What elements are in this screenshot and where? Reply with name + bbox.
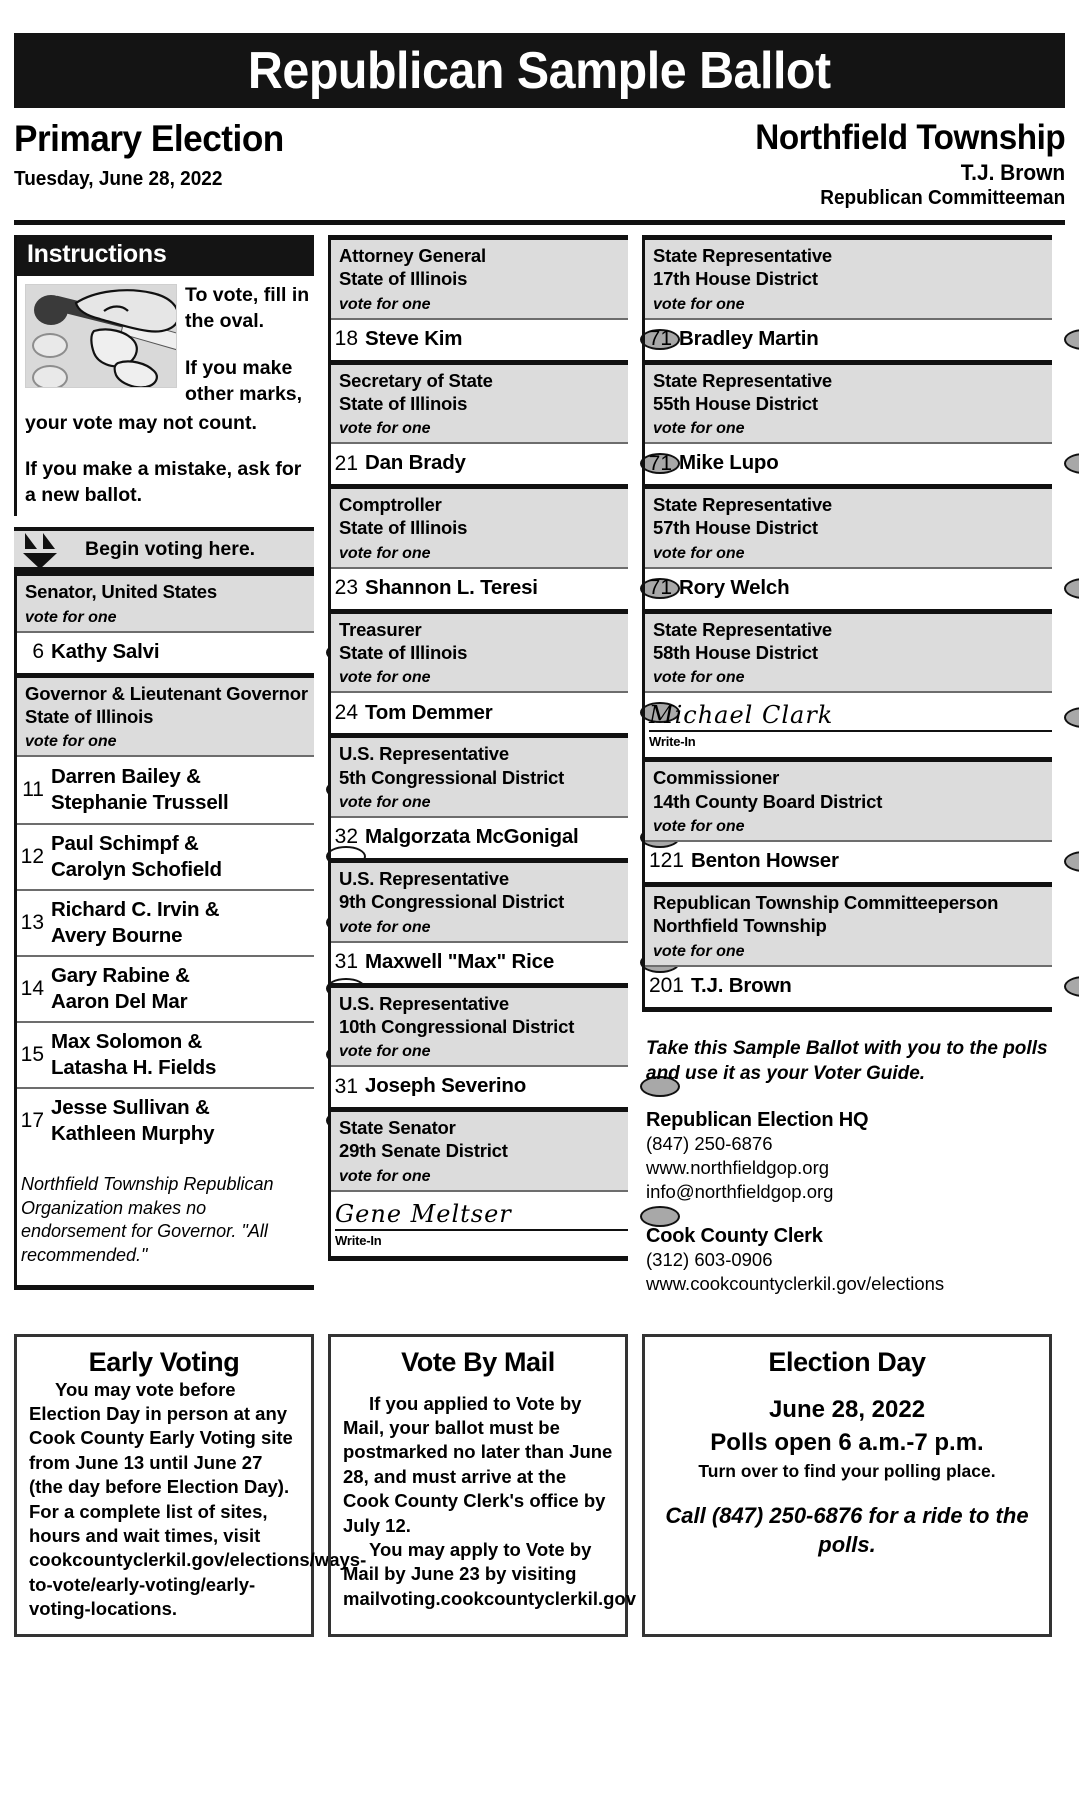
contest-block — [14, 571, 314, 672]
vote-oval[interactable] — [1064, 329, 1079, 350]
ballot-column-2 — [328, 235, 628, 1261]
contest-district: State of Illinois — [339, 392, 468, 414]
write-in-label: Write-In — [335, 1232, 382, 1248]
candidate-number: 201 — [648, 974, 684, 998]
candidate-number: 31 — [334, 1074, 358, 1098]
contest-office: State Representative — [653, 245, 833, 266]
contest-block — [328, 360, 628, 485]
candidate-row[interactable] — [17, 889, 314, 955]
election-day-ride: Call (847) 250-6876 for a ride to the polls. — [665, 1502, 1029, 1557]
candidate-list — [331, 941, 628, 983]
contest-district: State of Illinois — [339, 517, 468, 539]
committeeman-title: Republican Committeeman — [820, 187, 1065, 209]
contest-header — [645, 365, 1052, 443]
contest-district: State of Illinois — [339, 268, 468, 290]
contest-district: 10th Congressional District — [339, 1015, 575, 1037]
contest-district: 58th House District — [653, 642, 818, 664]
candidate-row[interactable] — [645, 320, 1052, 360]
committeeman-name: T.J. Brown — [960, 160, 1065, 185]
candidate-number: 21 — [334, 451, 358, 475]
candidate-list — [645, 318, 1052, 360]
vote-for-instruction: vote for one — [339, 420, 431, 438]
vote-for-instruction: vote for one — [25, 733, 117, 751]
bottom-info-boxes — [14, 1334, 1065, 1637]
vote-by-mail-title: Vote By Mail — [401, 1346, 555, 1377]
contest-office: U.S. Representative — [339, 992, 509, 1014]
contest-office: Secretary of State — [339, 369, 493, 391]
candidate-name: Paul Schimpf & Carolyn Schofield — [51, 831, 222, 881]
candidate-name: Maxwell "Max" Rice — [365, 949, 555, 973]
contest-block — [328, 733, 628, 858]
vote-for-instruction: vote for one — [653, 295, 745, 313]
vote-for-instruction: vote for one — [339, 918, 431, 936]
header-divider — [14, 220, 1065, 225]
candidate-row[interactable] — [17, 633, 314, 673]
candidate-row[interactable] — [17, 823, 314, 889]
contest-header — [331, 365, 628, 443]
candidate-row[interactable] — [331, 693, 628, 733]
election-day-date: June 28, 2022 — [768, 1395, 926, 1423]
candidate-name: Jesse Sullivan & Kathleen Murphy — [51, 1095, 215, 1145]
candidate-list — [331, 318, 628, 360]
candidate-number: 121 — [648, 849, 684, 873]
ballot-column-1 — [14, 235, 314, 1290]
contest-district: 29th Senate District — [339, 1140, 508, 1162]
candidate-name: Shannon L. Teresi — [365, 575, 538, 599]
contest-header — [645, 489, 1052, 567]
column-3-contest-list — [642, 235, 1052, 1012]
cook-county-clerk-block — [642, 1225, 1052, 1295]
contest-header — [331, 988, 628, 1066]
election-date: Tuesday, June 28, 2022 — [14, 168, 223, 190]
contest-office: Commissioner — [653, 767, 780, 789]
candidate-list — [645, 840, 1052, 882]
hq-email[interactable]: info@northfieldgop.org — [646, 1180, 834, 1202]
candidate-list — [17, 631, 314, 673]
candidate-number: 18 — [334, 327, 358, 351]
contest-district: 17th House District — [653, 268, 818, 290]
contest-district: State of Illinois — [25, 706, 154, 728]
contest-office: Comptroller — [339, 494, 442, 516]
candidate-list — [331, 691, 628, 733]
candidate-number: 71 — [648, 576, 672, 600]
candidate-list — [17, 755, 314, 1153]
column-1-contest-list — [14, 571, 314, 1289]
candidate-row[interactable] — [17, 757, 314, 823]
candidate-number: 6 — [32, 640, 44, 664]
contest-block — [328, 235, 628, 360]
candidate-number: 14 — [20, 976, 44, 1000]
candidate-name: Gary Rabine & Aaron Del Mar — [51, 963, 190, 1013]
ballot-column-3 — [642, 235, 1052, 1296]
contest-block — [642, 484, 1052, 609]
contest-office: Senator, United States — [25, 581, 217, 603]
take-note-post: with you to the polls and use it as your Voter Guide. — [646, 1037, 1048, 1085]
instructions-text-3: your vote may not count. — [25, 411, 257, 434]
vote-oval[interactable] — [1064, 851, 1079, 872]
write-in-name: Gene Meltser — [335, 1200, 628, 1231]
clerk-phone[interactable]: (312) 603-0906 — [646, 1249, 773, 1271]
contest-header — [17, 678, 314, 756]
contest-office: U.S. Representative — [339, 743, 509, 765]
election-day-turn-over: Turn over to find your polling place. — [698, 1460, 996, 1481]
write-in-field[interactable] — [645, 697, 1052, 752]
clerk-website[interactable]: www.cookcountyclerkil.gov/elections — [646, 1272, 945, 1294]
vote-for-instruction: vote for one — [339, 544, 431, 562]
election-day-box — [642, 1334, 1052, 1637]
contest-office: Republican Township Committeeperson — [653, 891, 999, 913]
contest-header — [645, 762, 1052, 840]
instructions-text-2: If you make other marks, — [185, 356, 303, 405]
banner-title: Republican Sample Ballot — [248, 41, 831, 100]
candidate-list — [331, 442, 628, 484]
contest-block — [328, 983, 628, 1108]
begin-voting-banner — [14, 527, 314, 571]
candidate-list — [645, 442, 1052, 484]
candidate-number: 23 — [334, 576, 358, 600]
vote-oval[interactable] — [1064, 976, 1079, 997]
down-arrow-icon — [17, 527, 63, 571]
contest-block — [642, 609, 1052, 758]
candidate-row[interactable] — [645, 842, 1052, 882]
candidate-name: Mike Lupo — [679, 451, 779, 475]
election-day-polls: Polls open 6 a.m.-7 p.m. — [710, 1428, 984, 1456]
candidate-row[interactable] — [331, 320, 628, 360]
contest-block — [642, 360, 1052, 485]
take-ballot-note — [642, 1036, 1052, 1088]
contest-office: Governor & Lieutenant Governor — [25, 682, 308, 704]
write-in-row[interactable] — [331, 1192, 628, 1256]
instructions-text-1: To vote, fill in the oval. — [185, 284, 310, 332]
contest-district: Northfield Township — [653, 915, 827, 937]
republican-hq-block — [642, 1109, 1052, 1203]
write-in-row[interactable] — [645, 693, 1052, 757]
contest-office: U.S. Representative — [339, 867, 509, 889]
ballot-columns — [14, 235, 1065, 1296]
vote-by-mail-body-2: You may apply to Vote by Mail by June 23 by visiting mailvoting.cookcountyclerkil.gov — [343, 1539, 636, 1609]
candidate-number: 31 — [334, 950, 358, 974]
column-2-contest-list — [328, 235, 628, 1261]
vote-for-instruction: vote for one — [653, 942, 745, 960]
contest-office: State Representative — [653, 494, 833, 516]
take-note-pre: Take this — [646, 1037, 733, 1059]
candidate-row[interactable] — [645, 569, 1052, 609]
contest-district: 14th County Board District — [653, 790, 883, 812]
vote-for-instruction: vote for one — [339, 1043, 431, 1061]
contest-header — [645, 887, 1052, 965]
instructions-text-4: If you make a mistake, ask for a new ballot. — [25, 457, 302, 506]
instructions-heading: Instructions — [17, 235, 314, 276]
begin-voting-label: Begin voting here. — [85, 537, 256, 560]
contest-header — [331, 240, 628, 318]
write-in-name: Michael Clark — [649, 701, 1052, 732]
contest-district: 57th House District — [653, 517, 818, 539]
candidate-row[interactable] — [331, 569, 628, 609]
vote-oval[interactable] — [1064, 578, 1079, 599]
clerk-title: Cook County Clerk — [646, 1225, 823, 1248]
hq-website[interactable]: www.northfieldgop.org — [646, 1156, 830, 1178]
candidate-list — [645, 965, 1052, 1007]
vote-for-instruction: vote for one — [653, 420, 745, 438]
candidate-name: Bradley Martin — [679, 326, 819, 350]
sample-ballot-page — [0, 33, 1079, 1811]
header-right — [739, 118, 1065, 210]
vote-for-instruction: vote for one — [339, 669, 431, 687]
candidate-number: 17 — [20, 1108, 44, 1132]
election-day-title: Election Day — [768, 1346, 926, 1377]
vote-oval[interactable] — [1064, 453, 1079, 474]
hq-phone[interactable]: (847) 250-6876 — [646, 1133, 773, 1155]
contest-block — [642, 757, 1052, 882]
write-in-label: Write-In — [649, 734, 696, 750]
contest-block — [328, 858, 628, 983]
contest-office: State Representative — [653, 618, 833, 640]
candidate-name: Dan Brady — [365, 451, 466, 475]
candidate-list — [331, 567, 628, 609]
contest-district: 5th Congressional District — [339, 766, 565, 788]
vote-for-instruction: vote for one — [339, 793, 431, 811]
contest-header — [331, 1112, 628, 1190]
vote-for-instruction: vote for one — [653, 817, 745, 835]
take-note-bold: Sample Ballot — [732, 1037, 859, 1059]
contest-office: State Representative — [653, 369, 833, 391]
township-name: Northfield Township — [755, 118, 1065, 157]
instructions-panel — [14, 235, 314, 516]
contest-district: State of Illinois — [339, 642, 468, 664]
early-voting-box — [14, 1334, 367, 1637]
vote-for-instruction: vote for one — [339, 295, 431, 313]
candidate-name: Steve Kim — [365, 326, 463, 350]
header-left — [14, 118, 298, 191]
candidate-list — [331, 1065, 628, 1107]
candidate-list — [645, 691, 1052, 757]
hand-filling-oval-icon — [25, 284, 177, 388]
contest-header — [645, 614, 1052, 692]
candidate-name: Malgorzata McGonigal — [365, 825, 579, 849]
contest-district: 55th House District — [653, 392, 818, 414]
contest-header — [331, 614, 628, 692]
candidate-list — [331, 816, 628, 858]
candidate-number: 13 — [20, 910, 44, 934]
candidate-row[interactable] — [645, 967, 1052, 1007]
contest-block — [642, 882, 1052, 1012]
candidate-row[interactable] — [17, 1087, 314, 1153]
early-voting-title: Early Voting — [88, 1346, 240, 1377]
contest-block — [328, 484, 628, 609]
candidate-row[interactable] — [17, 1021, 314, 1087]
election-type: Primary Election — [14, 118, 284, 159]
vote-by-mail-body-1: If you applied to Vote by Mail, your ballot must be postmarked no later than June 28, and must arrive at the Cook County Clerk's office by July 12. — [343, 1392, 613, 1536]
endorsement-note: Northfield Township Republican Organization makes no endorsement for Governor. "All recommended." — [21, 1174, 274, 1265]
vote-by-mail-box — [328, 1334, 636, 1637]
candidate-name: Rory Welch — [679, 575, 790, 599]
candidate-name: Benton Howser — [691, 849, 839, 873]
contest-block — [328, 1107, 628, 1261]
vote-for-instruction: vote for one — [339, 1167, 431, 1185]
banner-title-bar — [14, 33, 1065, 108]
contest-office: State Senator — [339, 1117, 456, 1139]
candidate-name: Joseph Severino — [365, 1074, 527, 1098]
candidate-number: 24 — [334, 700, 358, 724]
candidate-row[interactable] — [331, 818, 628, 858]
candidate-list — [645, 567, 1052, 609]
candidate-name: Tom Demmer — [365, 700, 493, 724]
contest-block — [642, 235, 1052, 360]
candidate-row[interactable] — [331, 1067, 628, 1107]
vote-for-instruction: vote for one — [653, 669, 745, 687]
candidate-name: Richard C. Irvin & Avery Bourne — [51, 897, 220, 947]
vote-for-instruction: vote for one — [653, 544, 745, 562]
candidate-name: Max Solomon & Latasha H. Fields — [51, 1029, 217, 1079]
contest-header — [331, 863, 628, 941]
candidate-number: 12 — [20, 844, 44, 868]
candidate-name: Kathy Salvi — [51, 639, 160, 663]
contest-block — [328, 609, 628, 734]
hq-title: Republican Election HQ — [646, 1109, 869, 1132]
contest-district: 9th Congressional District — [339, 891, 565, 913]
header-row — [14, 118, 1065, 210]
candidate-row[interactable] — [17, 955, 314, 1021]
contest-block — [14, 673, 314, 1290]
early-voting-body: You may vote before Election Day in person at any Cook County Early Voting site from June 13 until June 27 (the day before Election Day). For a complete list of sites, hours and wait times, visit cookcountyclerkil.gov/elections/ways-to-vote/early-voting/early-voting-locations. — [29, 1378, 367, 1620]
candidate-number: 32 — [334, 825, 358, 849]
contest-header — [645, 240, 1052, 318]
candidate-list — [331, 1190, 628, 1256]
write-in-field[interactable] — [331, 1196, 628, 1251]
candidate-row[interactable] — [331, 444, 628, 484]
candidate-number: 15 — [20, 1042, 44, 1066]
vote-oval[interactable] — [1064, 707, 1079, 728]
contest-header — [331, 489, 628, 567]
candidate-number: 11 — [22, 777, 44, 801]
instructions-body — [17, 276, 314, 516]
candidate-row[interactable] — [645, 444, 1052, 484]
candidate-name: Darren Bailey & Stephanie Trussell — [51, 764, 229, 814]
candidate-number: 71 — [648, 451, 672, 475]
candidate-number: 71 — [648, 327, 672, 351]
contest-header — [331, 738, 628, 816]
contest-office: Attorney General — [339, 245, 486, 266]
candidate-row[interactable] — [331, 943, 628, 983]
contest-header — [17, 576, 314, 630]
contest-office: Treasurer — [339, 618, 422, 640]
vote-for-instruction: vote for one — [25, 608, 117, 626]
candidate-name: T.J. Brown — [691, 973, 792, 997]
